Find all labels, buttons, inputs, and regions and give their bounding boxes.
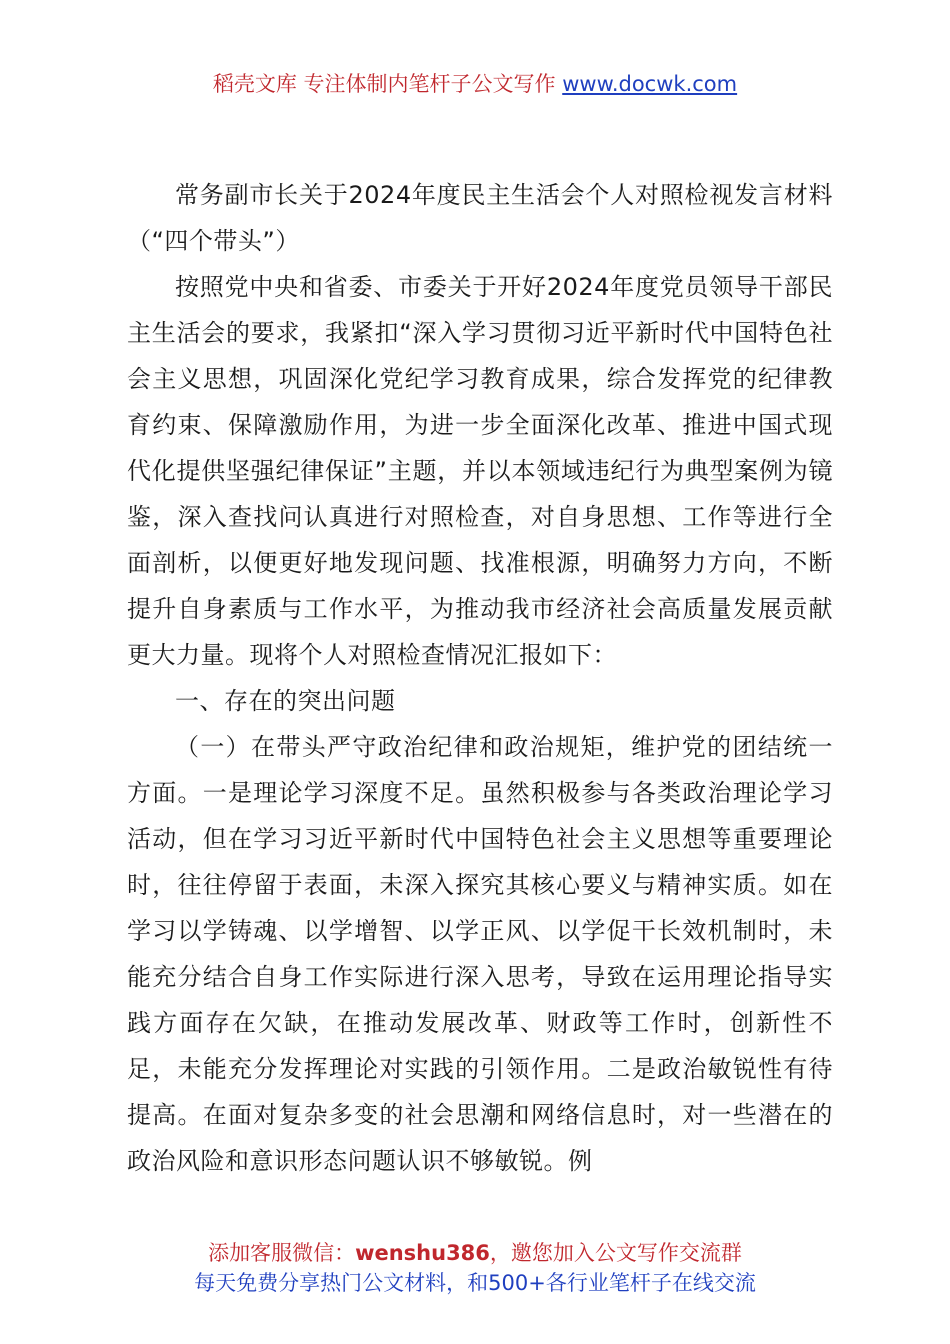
- document-title: 常务副市长关于2024年度民主生活会个人对照检视发言材料（“四个带头”）: [127, 181, 833, 255]
- footer-contact-suffix: ，邀您加入公文写作交流群: [489, 1241, 742, 1265]
- intro-paragraph: 按照党中央和省委、市委关于开好2024年度党员领导干部民主生活会的要求，我紧扣“深入学习贯彻习近平新时代中国特色社会主义思想，巩固深化党纪学习教育成果，综合发挥党的纪律教育约束、保障激励作用，为进一步全面深化改革、推进中国式现代化提供坚强纪律保证”主题，并以本领域违纪行为典型案例为镜鉴，深入查找问认真进行对照检查，对自身思想、工作等进行全面剖析，以便更好地发现问题、找准根源，明确努力方向，不断提升自身素质与工作水平，为推动我市经济社会高质量发展贡献更大力量。现将个人对照检查情况汇报如下：: [127, 273, 833, 669]
- page-footer: [0, 1238, 950, 1298]
- section-heading: 一、存在的突出问题: [175, 687, 396, 715]
- body-paragraph: （一）在带头严守政治纪律和政治规矩，维护党的团结统一方面。一是理论学习深度不足。虽然积极参与各类政治理论学习活动，但在学习习近平新时代中国特色社会主义思想等重要理论时，往往停留于表面，未深入探究其核心要义与精神实质。如在学习以学铸魂、以学增智、以学正风、以学促干长效机制时，未能充分结合自身工作实际进行深入思考，导致在运用理论指导实践方面存在欠缺，在推动发展改革、财政等工作时，创新性不足，未能充分发挥理论对实践的引领作用。二是政治敏锐性有待提高。在面对复杂多变的社会思潮和网络信息时，对一些潜在的政治风险和意识形态问题认识不够敏锐。例: [127, 733, 833, 1175]
- header-website-link[interactable]: www.docwk.com: [562, 72, 738, 96]
- page-header: [0, 68, 950, 100]
- footer-contact-line: [0, 1238, 950, 1268]
- header-brand-text: 稻壳文库 专注体制内笔杆子公文写作: [212, 72, 563, 96]
- footer-contact-prefix: 添加客服微信：: [208, 1241, 356, 1265]
- footer-promo-line: 每天免费分享热门公文材料，和500+各行业笔杆子在线交流: [194, 1271, 756, 1295]
- document-body: [127, 172, 833, 1184]
- footer-wechat-id: wenshu386: [355, 1241, 490, 1265]
